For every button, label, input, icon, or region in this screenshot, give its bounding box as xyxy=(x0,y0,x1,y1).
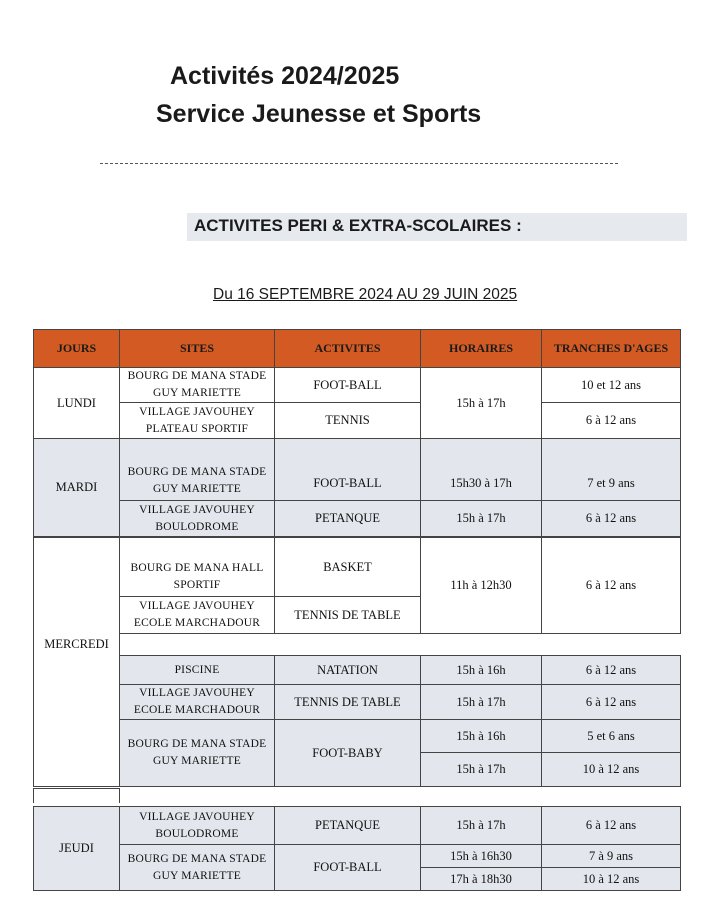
period-text: Du 16 SEPTEMBRE 2024 AU 29 JUIN 2025 xyxy=(213,286,518,303)
ages-cell: 6 à 12 ans xyxy=(542,685,681,720)
gap xyxy=(120,634,681,656)
activity-cell: NATATION xyxy=(275,656,421,685)
table-jeudi xyxy=(33,806,681,891)
time-cell: 15h à 17h xyxy=(421,501,542,537)
site-cell: VILLAGE JAVOUHEY PLATEAU SPORTIF xyxy=(120,403,275,439)
day-spacer xyxy=(34,538,120,634)
table-mercredi-2 xyxy=(33,655,681,787)
activity-cell: PETANQUE xyxy=(275,807,421,845)
activity-cell: TENNIS DE TABLE xyxy=(275,597,421,634)
ages-cell: 6 à 12 ans xyxy=(542,807,681,845)
day-lundi: LUNDI xyxy=(34,368,120,439)
ages-cell: 5 et 6 ans xyxy=(542,720,681,753)
day-mercredi: MERCREDI xyxy=(34,634,120,656)
site-cell: VILLAGE JAVOUHEY ECOLE MARCHADOUR xyxy=(120,685,275,720)
activity-cell: TENNIS DE TABLE xyxy=(275,685,421,720)
activity-cell: TENNIS xyxy=(275,403,421,439)
ages-cell: 7 à 9 ans xyxy=(542,845,681,868)
ages-cell: 6 à 12 ans xyxy=(542,656,681,685)
table-gap xyxy=(33,788,681,803)
time-cell: 15h à 17h xyxy=(421,807,542,845)
page-title: Activités 2024/2025 xyxy=(170,62,400,90)
ages-cell: 10 à 12 ans xyxy=(542,753,681,787)
time-cell: 17h à 18h30 xyxy=(421,868,542,891)
page-subtitle: Service Jeunesse et Sports xyxy=(156,100,482,128)
col-horaires: HORAIRES xyxy=(421,330,542,368)
ages-cell: 7 et 9 ans xyxy=(542,439,681,501)
ages-cell: 10 à 12 ans xyxy=(542,868,681,891)
time-cell: 15h à 16h xyxy=(421,720,542,753)
col-jours: JOURS xyxy=(34,330,120,368)
site-cell: VILLAGE JAVOUHEY BOULODROME xyxy=(120,501,275,537)
day-spacer xyxy=(34,656,120,787)
time-cell: 15h à 16h xyxy=(421,656,542,685)
gap-cell xyxy=(34,789,120,803)
time-cell: 11h à 12h30 xyxy=(421,538,542,634)
col-tranches: TRANCHES D'AGES xyxy=(542,330,681,368)
time-cell: 15h à 16h30 xyxy=(421,845,542,868)
activity-cell: PETANQUE xyxy=(275,501,421,537)
activity-cell: BASKET xyxy=(275,538,421,597)
col-sites: SITES xyxy=(120,330,275,368)
time-cell: 15h à 17h xyxy=(421,368,542,439)
site-cell: BOURG DE MANA STADE GUY MARIETTE xyxy=(120,720,275,787)
ages-cell: 6 à 12 ans xyxy=(542,403,681,439)
site-cell: BOURG DE MANA STADE GUY MARIETTE xyxy=(120,845,275,891)
site-cell: PISCINE xyxy=(120,656,275,685)
time-cell: 15h à 17h xyxy=(421,685,542,720)
dashed-separator xyxy=(100,163,618,164)
site-cell: VILLAGE JAVOUHEY BOULODROME xyxy=(120,807,275,845)
table-header xyxy=(33,329,681,368)
section-title: ACTIVITES PERI & EXTRA-SCOLAIRES : xyxy=(194,216,522,235)
day-jeudi: JEUDI xyxy=(34,807,120,891)
ages-cell: 10 et 12 ans xyxy=(542,368,681,403)
time-cell: 15h30 à 17h xyxy=(421,439,542,501)
table-lundi xyxy=(33,367,681,439)
ages-cell: 6 à 12 ans xyxy=(542,538,681,634)
table-mercredi-1 xyxy=(33,537,681,656)
activity-cell: FOOT-BALL xyxy=(275,368,421,403)
gap-cell xyxy=(120,789,681,803)
time-cell: 15h à 17h xyxy=(421,753,542,787)
activity-cell: FOOT-BALL xyxy=(275,845,421,891)
site-cell: BOURG DE MANA HALL SPORTIF xyxy=(120,538,275,597)
site-cell: BOURG DE MANA STADE GUY MARIETTE xyxy=(120,439,275,501)
table-mardi xyxy=(33,438,681,537)
site-cell: VILLAGE JAVOUHEY ECOLE MARCHADOUR xyxy=(120,597,275,634)
site-cell: BOURG DE MANA STADE GUY MARIETTE xyxy=(120,368,275,403)
activity-cell: FOOT-BABY xyxy=(275,720,421,787)
ages-cell: 6 à 12 ans xyxy=(542,501,681,537)
day-mardi: MARDI xyxy=(34,439,120,537)
activity-cell: FOOT-BALL xyxy=(275,439,421,501)
col-activites: ACTIVITES xyxy=(275,330,421,368)
